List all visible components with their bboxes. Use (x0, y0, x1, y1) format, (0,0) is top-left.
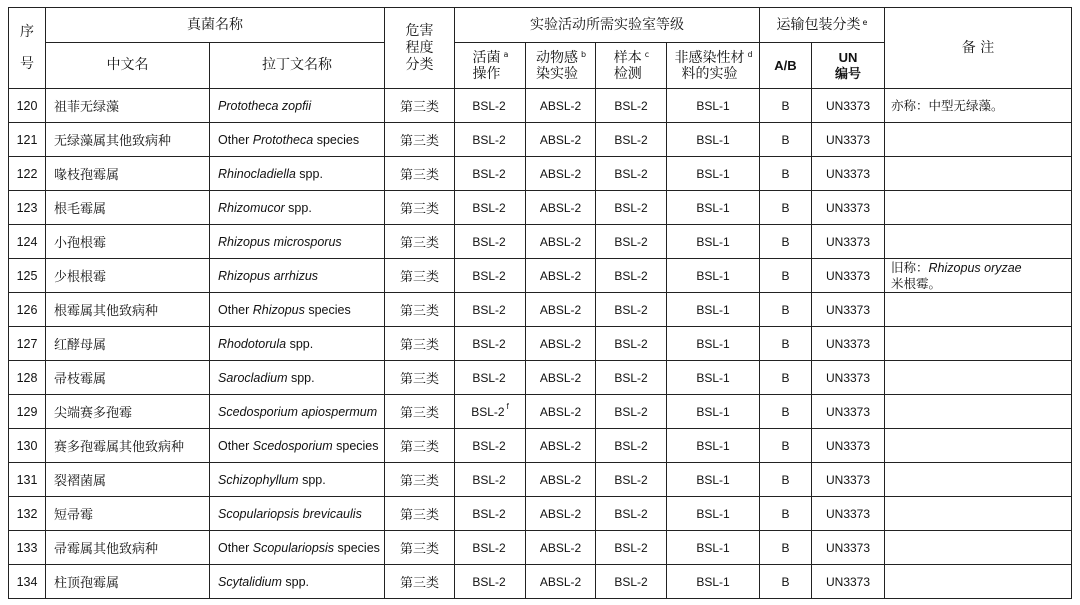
latin-suffix: spp. (295, 166, 323, 181)
row-noninfectious: BSL-1 (667, 191, 760, 225)
row-remarks (885, 157, 1072, 191)
row-sample-testing: BSL-2 (596, 157, 667, 191)
row-noninfectious: BSL-1 (667, 293, 760, 327)
live-level: BSL-2 (472, 472, 506, 487)
row-seq: 130 (9, 429, 46, 463)
table-row (9, 157, 1072, 191)
latin-italic: Rhizomucor (218, 200, 285, 215)
table-row (9, 259, 1072, 293)
header-un-number: UN编号 (812, 43, 885, 89)
row-remarks (885, 395, 1072, 429)
row-noninfectious: BSL-1 (667, 123, 760, 157)
latin-italic: Rhodotorula (218, 336, 287, 351)
live-level: BSL-2 (472, 336, 506, 351)
row-hazard-class: 第三类 (385, 531, 455, 565)
live-level: BSL-2 (471, 404, 505, 419)
row-live-culture (455, 531, 526, 565)
row-seq: 121 (9, 123, 46, 157)
row-sample-testing: BSL-2 (596, 429, 667, 463)
row-hazard-class: 第三类 (385, 293, 455, 327)
row-sample-testing: BSL-2 (596, 191, 667, 225)
row-chinese-name: 短帚霉 (46, 497, 210, 531)
row-ab: B (760, 463, 812, 497)
latin-italic: Prototheca (252, 132, 314, 147)
row-un-number: UN3373 (812, 89, 885, 123)
header-live-culture: 活菌操作$^a$ (455, 43, 526, 89)
row-seq: 123 (9, 191, 46, 225)
latin-italic: Schizophyllum (218, 472, 299, 487)
row-animal-infection: ABSL-2 (526, 429, 596, 463)
row-seq: 120 (9, 89, 46, 123)
header-hazard-class: 危害程度分类 (385, 8, 455, 89)
live-level: BSL-2 (472, 166, 506, 181)
row-hazard-class: 第三类 (385, 191, 455, 225)
row-sample-testing: BSL-2 (596, 89, 667, 123)
latin-suffix: species (334, 540, 380, 555)
row-noninfectious: BSL-1 (667, 157, 760, 191)
row-animal-infection: ABSL-2 (526, 327, 596, 361)
row-chinese-name: 祖菲无绿藻 (46, 89, 210, 123)
row-ab: B (760, 565, 812, 599)
row-ab: B (760, 497, 812, 531)
latin-italic: Scopulariopsis brevicaulis (218, 506, 362, 521)
row-live-culture (455, 497, 526, 531)
row-hazard-class: 第三类 (385, 259, 455, 293)
latin-italic: Rhinocladiella (218, 166, 296, 181)
row-animal-infection: ABSL-2 (526, 191, 596, 225)
row-noninfectious: BSL-1 (667, 89, 760, 123)
row-live-culture (455, 191, 526, 225)
row-remarks (885, 225, 1072, 259)
latin-italic: Scytalidium (218, 574, 282, 589)
row-chinese-name: 尖端赛多孢霉 (46, 395, 210, 429)
row-live-culture (455, 89, 526, 123)
row-hazard-class: 第三类 (385, 225, 455, 259)
remark-tail: 米根霉。 (891, 276, 942, 291)
live-level: BSL-2 (472, 302, 506, 317)
row-seq: 128 (9, 361, 46, 395)
table-row (9, 191, 1072, 225)
row-live-culture (455, 123, 526, 157)
latin-prefix: Other (218, 540, 253, 555)
row-sample-testing: BSL-2 (596, 565, 667, 599)
header-fungus-name: 真菌名称 (46, 8, 385, 43)
row-live-culture (455, 225, 526, 259)
row-live-culture (455, 157, 526, 191)
row-latin-name (210, 463, 385, 497)
live-level: BSL-2 (472, 132, 506, 147)
live-level: BSL-2 (472, 506, 506, 521)
latin-suffix: spp. (284, 200, 312, 215)
live-level: BSL-2 (472, 98, 506, 113)
row-sample-testing: BSL-2 (596, 259, 667, 293)
row-latin-name (210, 395, 385, 429)
row-ab: B (760, 327, 812, 361)
row-animal-infection: ABSL-2 (526, 463, 596, 497)
latin-italic: Sarocladium (218, 370, 288, 385)
row-noninfectious: BSL-1 (667, 429, 760, 463)
live-level: BSL-2 (472, 200, 506, 215)
row-chinese-name: 赛多孢霉属其他致病种 (46, 429, 210, 463)
row-animal-infection: ABSL-2 (526, 157, 596, 191)
latin-italic: Prototheca zopfii (218, 98, 312, 113)
row-animal-infection: ABSL-2 (526, 225, 596, 259)
row-latin-name (210, 157, 385, 191)
row-hazard-class: 第三类 (385, 463, 455, 497)
row-animal-infection: ABSL-2 (526, 89, 596, 123)
header-chinese-name: 中文名 (46, 43, 210, 89)
row-remarks (885, 293, 1072, 327)
row-un-number: UN3373 (812, 395, 885, 429)
row-remarks (885, 429, 1072, 463)
row-un-number: UN3373 (812, 225, 885, 259)
row-sample-testing: BSL-2 (596, 531, 667, 565)
row-chinese-name: 小孢根霉 (46, 225, 210, 259)
table-row (9, 327, 1072, 361)
row-seq: 133 (9, 531, 46, 565)
row-latin-name (210, 531, 385, 565)
row-sample-testing: BSL-2 (596, 123, 667, 157)
row-sample-testing: BSL-2 (596, 395, 667, 429)
row-ab: B (760, 89, 812, 123)
live-level: BSL-2 (472, 370, 506, 385)
latin-suffix: spp. (298, 472, 326, 487)
row-un-number: UN3373 (812, 259, 885, 293)
table-row (9, 89, 1072, 123)
row-ab: B (760, 225, 812, 259)
row-chinese-name: 无绿藻属其他致病种 (46, 123, 210, 157)
header-remarks: 备 注 (885, 8, 1072, 89)
row-latin-name (210, 497, 385, 531)
row-animal-infection: ABSL-2 (526, 259, 596, 293)
row-noninfectious: BSL-1 (667, 531, 760, 565)
latin-suffix: spp. (281, 574, 310, 589)
row-animal-infection: ABSL-2 (526, 497, 596, 531)
row-remarks (885, 89, 1072, 123)
row-live-culture (455, 463, 526, 497)
row-remarks (885, 259, 1072, 293)
row-live-culture (455, 565, 526, 599)
table-row (9, 395, 1072, 429)
row-live-culture (455, 259, 526, 293)
latin-prefix: Other (218, 438, 253, 453)
row-animal-infection: ABSL-2 (526, 395, 596, 429)
row-seq: 127 (9, 327, 46, 361)
row-hazard-class: 第三类 (385, 123, 455, 157)
row-sample-testing: BSL-2 (596, 497, 667, 531)
table-row (9, 361, 1072, 395)
latin-suffix: species (304, 302, 351, 317)
row-sample-testing: BSL-2 (596, 361, 667, 395)
row-hazard-class: 第三类 (385, 157, 455, 191)
row-noninfectious: BSL-1 (667, 361, 760, 395)
row-chinese-name: 红酵母属 (46, 327, 210, 361)
row-seq: 124 (9, 225, 46, 259)
latin-suffix: species (332, 438, 379, 453)
row-un-number: UN3373 (812, 463, 885, 497)
row-noninfectious: BSL-1 (667, 225, 760, 259)
row-live-culture (455, 395, 526, 429)
row-seq: 125 (9, 259, 46, 293)
header-sample-testing: 样本检测$^c$ (596, 43, 667, 89)
row-seq: 134 (9, 565, 46, 599)
table-row (9, 429, 1072, 463)
row-sample-testing: BSL-2 (596, 327, 667, 361)
row-chinese-name: 少根根霉 (46, 259, 210, 293)
table-row (9, 531, 1072, 565)
row-remarks (885, 327, 1072, 361)
row-remarks (885, 531, 1072, 565)
live-level: BSL-2 (472, 540, 506, 555)
latin-italic: Rhizopus microsporus (218, 234, 342, 249)
remark-text: 旧称： (891, 260, 929, 275)
row-un-number: UN3373 (812, 565, 885, 599)
header-animal-infection: 动物感染实验$^b$ (526, 43, 596, 89)
row-hazard-class: 第三类 (385, 395, 455, 429)
row-un-number: UN3373 (812, 361, 885, 395)
latin-italic: Rhizopus arrhizus (218, 268, 319, 283)
row-sample-testing: BSL-2 (596, 463, 667, 497)
row-remarks (885, 191, 1072, 225)
row-hazard-class: 第三类 (385, 565, 455, 599)
row-seq: 132 (9, 497, 46, 531)
row-noninfectious: BSL-1 (667, 259, 760, 293)
row-ab: B (760, 429, 812, 463)
live-level: BSL-2 (472, 268, 506, 283)
row-chinese-name: 裂褶菌属 (46, 463, 210, 497)
row-un-number: UN3373 (812, 531, 885, 565)
row-ab: B (760, 191, 812, 225)
row-seq: 131 (9, 463, 46, 497)
row-ab: B (760, 293, 812, 327)
live-level: BSL-2 (472, 234, 506, 249)
row-latin-name (210, 361, 385, 395)
row-remarks (885, 565, 1072, 599)
row-hazard-class: 第三类 (385, 361, 455, 395)
row-ab: B (760, 361, 812, 395)
latin-italic: Rhizopus (252, 302, 305, 317)
row-chinese-name: 喙枝孢霉属 (46, 157, 210, 191)
row-animal-infection: ABSL-2 (526, 123, 596, 157)
row-seq: 129 (9, 395, 46, 429)
row-un-number: UN3373 (812, 497, 885, 531)
row-remarks (885, 123, 1072, 157)
row-remarks (885, 463, 1072, 497)
row-latin-name (210, 327, 385, 361)
row-noninfectious: BSL-1 (667, 565, 760, 599)
row-remarks (885, 497, 1072, 531)
row-ab: B (760, 123, 812, 157)
row-animal-infection: ABSL-2 (526, 565, 596, 599)
row-chinese-name: 帚枝霉属 (46, 361, 210, 395)
row-ab: B (760, 157, 812, 191)
row-latin-name (210, 225, 385, 259)
row-un-number: UN3373 (812, 327, 885, 361)
row-latin-name (210, 123, 385, 157)
table-row (9, 225, 1072, 259)
live-footnote: f (506, 401, 509, 411)
row-ab: B (760, 531, 812, 565)
fungi-classification-table (8, 7, 1072, 599)
row-latin-name (210, 565, 385, 599)
live-level: BSL-2 (472, 438, 506, 453)
latin-prefix: Other (218, 132, 253, 147)
remark-italic: Rhizopus oryzae (928, 261, 1022, 275)
header-seq: 序号 (9, 8, 46, 89)
header-ab: A/B (760, 43, 812, 89)
row-chinese-name: 柱顶孢霉属 (46, 565, 210, 599)
row-latin-name (210, 191, 385, 225)
table-row (9, 123, 1072, 157)
row-hazard-class: 第三类 (385, 89, 455, 123)
latin-suffix: spp. (286, 336, 314, 351)
latin-prefix: Other (218, 302, 253, 317)
row-noninfectious: BSL-1 (667, 463, 760, 497)
latin-italic: Scopulariopsis (252, 540, 335, 555)
row-latin-name (210, 429, 385, 463)
row-remarks (885, 361, 1072, 395)
table-row (9, 463, 1072, 497)
row-seq: 122 (9, 157, 46, 191)
row-live-culture (455, 327, 526, 361)
row-un-number: UN3373 (812, 157, 885, 191)
remark-text: 亦称：中型无绿藻。 (891, 97, 1004, 113)
header-transport: 运输包装分类 $^e$ (760, 8, 885, 43)
row-sample-testing: BSL-2 (596, 293, 667, 327)
row-hazard-class: 第三类 (385, 429, 455, 463)
row-un-number: UN3373 (812, 123, 885, 157)
row-chinese-name: 帚霉属其他致病种 (46, 531, 210, 565)
row-live-culture (455, 293, 526, 327)
latin-italic: Scedosporium (252, 438, 333, 453)
header-noninfectious: 非感染性材料的实验$^d$ (667, 43, 760, 89)
row-sample-testing: BSL-2 (596, 225, 667, 259)
row-latin-name (210, 89, 385, 123)
row-hazard-class: 第三类 (385, 327, 455, 361)
row-ab: B (760, 395, 812, 429)
row-live-culture (455, 361, 526, 395)
row-seq: 126 (9, 293, 46, 327)
row-noninfectious: BSL-1 (667, 327, 760, 361)
live-level: BSL-2 (472, 574, 506, 589)
row-latin-name (210, 259, 385, 293)
row-hazard-class: 第三类 (385, 497, 455, 531)
row-noninfectious: BSL-1 (667, 395, 760, 429)
latin-italic: Scedosporium apiospermum (218, 404, 378, 419)
table-row (9, 497, 1072, 531)
latin-suffix: spp. (287, 370, 315, 385)
row-live-culture (455, 429, 526, 463)
row-un-number: UN3373 (812, 191, 885, 225)
table-row (9, 565, 1072, 599)
row-animal-infection: ABSL-2 (526, 293, 596, 327)
table-row (9, 293, 1072, 327)
row-noninfectious: BSL-1 (667, 497, 760, 531)
header-latin-name: 拉丁文名称 (210, 43, 385, 89)
row-ab: B (760, 259, 812, 293)
row-un-number: UN3373 (812, 429, 885, 463)
row-chinese-name: 根毛霉属 (46, 191, 210, 225)
row-chinese-name: 根霉属其他致病种 (46, 293, 210, 327)
row-latin-name (210, 293, 385, 327)
latin-suffix: species (313, 132, 360, 147)
row-animal-infection: ABSL-2 (526, 361, 596, 395)
row-un-number: UN3373 (812, 293, 885, 327)
row-animal-infection: ABSL-2 (526, 531, 596, 565)
header-lab-level: 实验活动所需实验室等级 (455, 8, 760, 43)
